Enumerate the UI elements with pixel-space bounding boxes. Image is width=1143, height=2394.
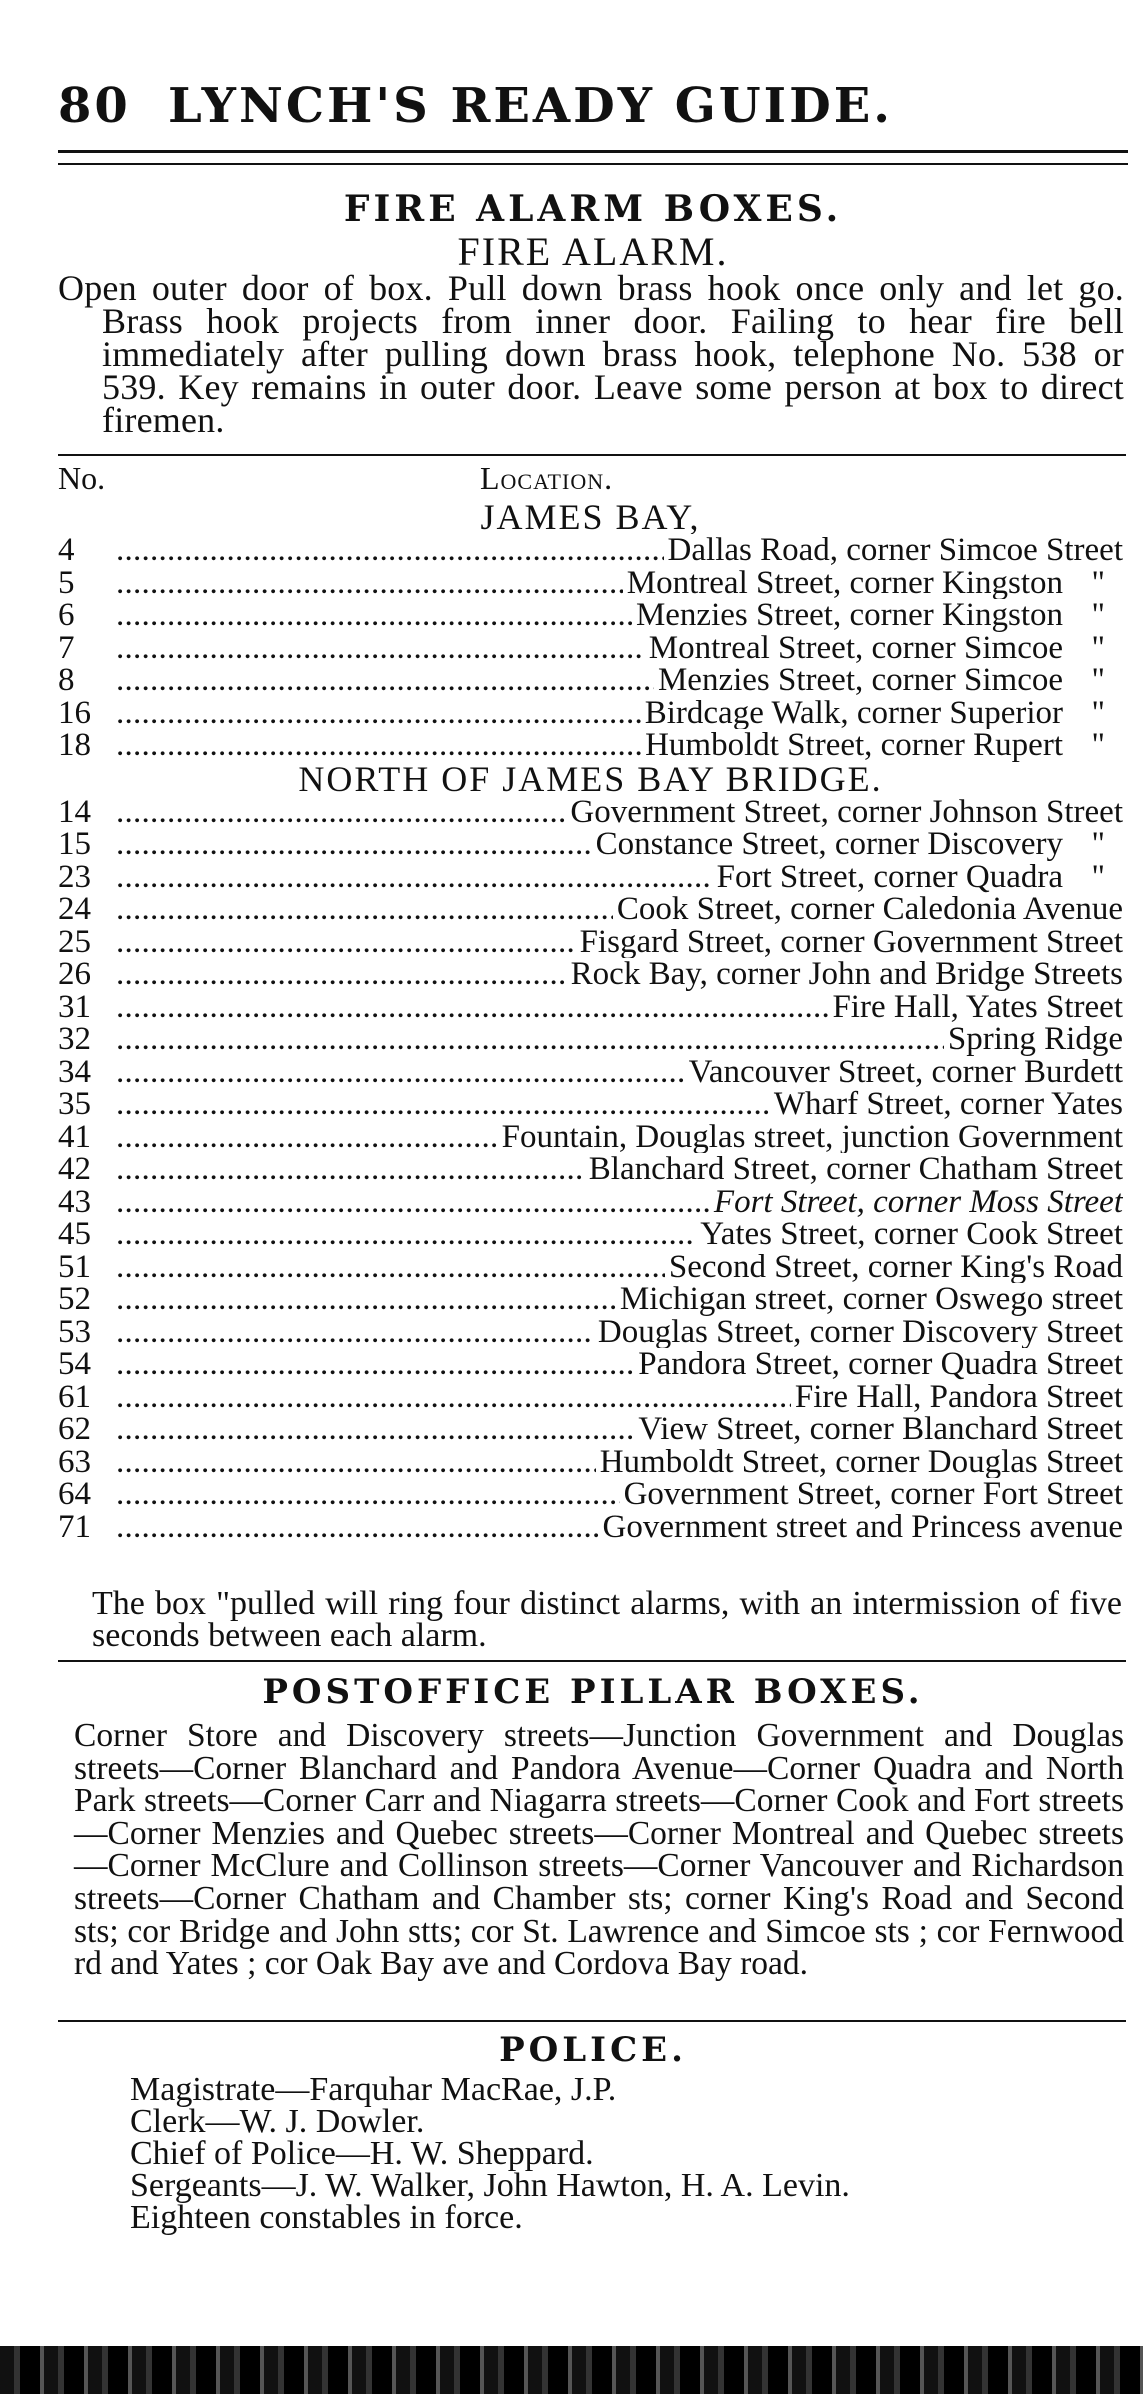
fire-alarm-box-list [58, 500, 1123, 1543]
alarm-box-row [58, 729, 1123, 762]
column-header-location: Location. [480, 460, 614, 496]
district-heading: NORTH OF JAMES BAY BRIDGE. [298, 761, 883, 796]
box-location: Fire Hall, Pandora Street [791, 1381, 1123, 1414]
box-location: Rock Bay, corner John and Bridge Streets [567, 958, 1123, 991]
dot-leader [116, 1023, 1063, 1056]
note-rule [58, 1660, 1126, 1662]
box-number: 64 [58, 1478, 91, 1511]
box-location: Fort Street, corner Moss Street [710, 1186, 1123, 1219]
box-number: 52 [58, 1283, 91, 1316]
pillar-rule [58, 2020, 1126, 2022]
header-rule [58, 150, 1128, 165]
alarm-box-row [58, 1088, 1123, 1121]
alarm-note: The box "pulled will ring four distinct alarms, with an intermission of five seconds between each alarm. [92, 1585, 1122, 1654]
postoffice-pillar-boxes-title: POSTOFFICE PILLAR BOXES. [262, 1672, 924, 1712]
box-number: 45 [58, 1218, 91, 1251]
page-header [58, 76, 1118, 136]
box-location: Montreal Street, corner Simcoe [645, 632, 1063, 665]
alarm-box-row [58, 861, 1123, 894]
box-number: 6 [58, 599, 75, 632]
ditto-mark: " [1091, 566, 1105, 599]
instructions-rule [58, 454, 1126, 456]
ditto-mark: " [1091, 860, 1105, 893]
box-location: Second Street, corner King's Road [665, 1251, 1123, 1284]
box-number: 5 [58, 566, 75, 599]
box-location: Yates Street, corner Cook Street [696, 1218, 1123, 1251]
box-location: Birdcage Walk, corner Superior [641, 697, 1063, 730]
box-location: Government street and Princess avenue [599, 1511, 1124, 1544]
box-number: 7 [58, 631, 75, 664]
police-line: Sergeants—J. W. Walker, John Hawton, H. A. Levin. [130, 2167, 850, 2204]
box-location: Fort Street, corner Quadra [713, 861, 1063, 894]
box-number: 26 [58, 958, 91, 991]
box-number: 24 [58, 893, 91, 926]
alarm-box-row [58, 1413, 1123, 1446]
box-number: 54 [58, 1348, 91, 1381]
alarm-box-row [58, 1348, 1123, 1381]
box-location: Fountain, Douglas street, junction Government [498, 1121, 1123, 1154]
box-number: 63 [58, 1445, 91, 1478]
alarm-box-row [58, 1381, 1123, 1414]
box-number: 51 [58, 1250, 91, 1283]
postoffice-pillar-boxes-text: Corner Store and Discovery streets—Junction Government and Douglas streets—Corner Blanchard and Pandora Avenue—Corner Quadra and North Park streets—Corner Carr and Niagarra streets—Corner Cook and Fort streets—Corner Menzies and Quebec streets—Corner Montreal and Quebec streets—Corner McClure and Collinson streets—Corner Vancouver and Richardson streets—Corner Chatham and Chamber sts; corner King's Road and Second sts; cor Bridge and John stts; cor St. Lawrence and Simcoe sts ; cor Fernwood rd and Yates ; cor Oak Bay ave and Cordova Bay road. [74, 1717, 1124, 1983]
alarm-box-row [58, 1056, 1123, 1089]
district-heading: JAMES BAY, [480, 500, 701, 534]
alarm-box-row [58, 1251, 1123, 1284]
ditto-mark: " [1091, 828, 1105, 861]
alarm-box-row [58, 1218, 1123, 1251]
fire-alarm-instructions: Open outer door of box. Pull down brass hook once only and let go. Brass hook projects from inner door. Failing to hear fire bell immediately after pulling down brass hook, telephone No. 538 or 539. Key remains in outer door. Leave some person at box to direct firemen. [58, 268, 1124, 440]
ditto-mark: " [1091, 631, 1105, 664]
alarm-box-row [58, 893, 1123, 926]
alarm-box-row [58, 664, 1123, 697]
box-location: View Street, corner Blanchard Street [634, 1413, 1123, 1446]
ditto-mark: " [1091, 599, 1105, 632]
alarm-box-row [58, 926, 1123, 959]
box-location: Pandora Street, corner Quadra Street [634, 1348, 1123, 1381]
box-number: 23 [58, 860, 91, 893]
box-number: 42 [58, 1153, 91, 1186]
box-number: 43 [58, 1185, 91, 1218]
police-title: POLICE. [499, 2030, 687, 2070]
alarm-box-row [58, 632, 1123, 665]
alarm-box-row [58, 958, 1123, 991]
box-location: Humboldt Street, corner Douglas Street [596, 1446, 1123, 1479]
box-location: Cook Street, corner Caledonia Avenue [613, 893, 1123, 926]
box-location: Montreal Street, corner Kingston [623, 567, 1063, 600]
box-number: 8 [58, 664, 75, 697]
ditto-mark: " [1091, 664, 1105, 697]
box-location: Dallas Road, corner Simcoe Street [664, 534, 1123, 567]
alarm-box-row [58, 1511, 1123, 1544]
box-number: 4 [58, 534, 75, 567]
alarm-box-row [58, 1121, 1123, 1154]
box-location: Spring Ridge [944, 1023, 1123, 1056]
box-number: 35 [58, 1088, 91, 1121]
alarm-box-row [58, 1153, 1123, 1186]
box-location: Wharf Street, corner Yates [770, 1088, 1123, 1121]
box-number: 61 [58, 1380, 91, 1413]
fire-alarm-subtitle: FIRE ALARM. [457, 229, 729, 274]
alarm-box-row [58, 567, 1123, 600]
ditto-mark: " [1091, 729, 1105, 762]
box-location: Fire Hall, Yates Street [828, 991, 1123, 1024]
alarm-box-row [58, 534, 1123, 567]
box-number: 32 [58, 1023, 91, 1056]
column-header-no: No. [58, 460, 106, 496]
alarm-box-row [58, 1186, 1123, 1219]
fire-alarm-boxes-title: FIRE ALARM BOXES. [343, 188, 843, 230]
box-location: Constance Street, corner Discovery [592, 828, 1063, 861]
box-number: 18 [58, 729, 91, 762]
alarm-box-row [58, 796, 1123, 829]
page-bottom-edge [0, 2346, 1143, 2394]
box-location: Menzies Street, corner Simcoe [654, 664, 1063, 697]
ditto-mark: " [1091, 696, 1105, 729]
box-location: Vancouver Street, corner Burdett [685, 1056, 1123, 1089]
alarm-box-row [58, 599, 1123, 632]
alarm-box-row [58, 1316, 1123, 1349]
box-number: 31 [58, 990, 91, 1023]
box-number: 34 [58, 1055, 91, 1088]
running-title: LYNCH'S READY GUIDE. [168, 78, 893, 134]
box-location: Blanchard Street, corner Chatham Street [585, 1153, 1123, 1186]
box-location: Government Street, corner Fort Street [620, 1478, 1123, 1511]
alarm-box-row [58, 1023, 1123, 1056]
box-location: Menzies Street, corner Kingston [632, 599, 1063, 632]
box-number: 41 [58, 1120, 91, 1153]
alarm-box-row [58, 1446, 1123, 1479]
box-location: Government Street, corner Johnson Street [566, 796, 1123, 829]
police-roster [130, 2071, 1110, 2236]
box-location: Humboldt Street, corner Rupert [641, 729, 1063, 762]
page-number: 80 [58, 78, 131, 134]
box-location: Michigan street, corner Oswego street [616, 1283, 1123, 1316]
alarm-box-row [58, 1283, 1123, 1316]
box-number: 62 [58, 1413, 91, 1446]
alarm-box-row [58, 1478, 1123, 1511]
alarm-box-row [58, 828, 1123, 861]
alarm-box-row [58, 697, 1123, 730]
box-location: Douglas Street, corner Discovery Street [594, 1316, 1123, 1349]
alarm-box-row [58, 991, 1123, 1024]
police-line: Clerk—W. J. Dowler. [130, 2103, 425, 2140]
box-number: 53 [58, 1315, 91, 1348]
police-line: Eighteen constables in force. [130, 2199, 523, 2236]
box-number: 15 [58, 828, 91, 861]
box-number: 16 [58, 696, 91, 729]
box-location: Fisgard Street, corner Government Street [576, 926, 1123, 959]
police-line: Magistrate—Farquhar MacRae, J.P. [130, 2071, 617, 2108]
box-number: 14 [58, 795, 91, 828]
police-line: Chief of Police—H. W. Sheppard. [130, 2135, 594, 2172]
box-number: 71 [58, 1510, 91, 1543]
box-number: 25 [58, 925, 91, 958]
